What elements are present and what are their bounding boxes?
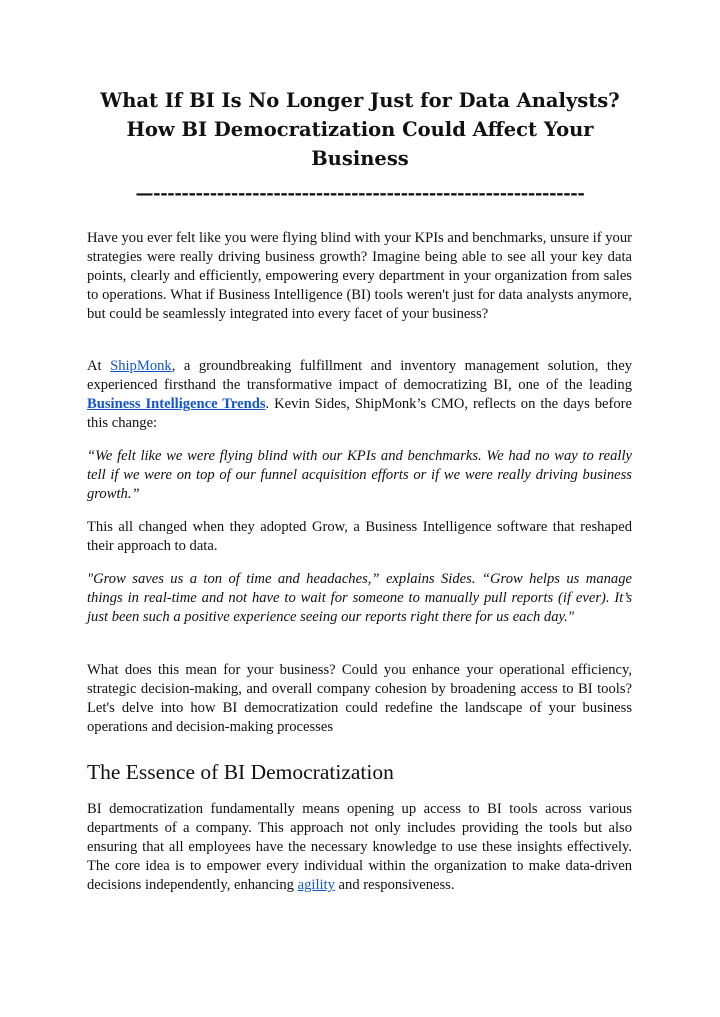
- title-divider: —-------------------------------------------------------------: [135, 183, 585, 204]
- shipmonk-text-2: , a groundbreaking fulfillment and inventory management solution, they experienced firsthand the transformative impact of democratizing BI, one of the leading: [87, 358, 632, 393]
- bi-trends-link[interactable]: Business Intelligence Trends: [87, 396, 266, 412]
- grow-paragraph: This all changed when they adopted Grow, a Business Intelligence software that reshaped their approach to data.: [87, 519, 632, 554]
- question-paragraph: What does this mean for your business? Could you enhance your operational efficiency, strategic decision-making, and overall company cohesion by broadening access to BI tools? Let's delve into how BI democratization could redefine the landscape of your business operations and decision-making processes: [87, 662, 632, 735]
- kevin-quote: “We felt like we were flying blind with our KPIs and benchmarks. We had no way to really tell if we were on top of our funnel acquisition efforts or if we were really driving business growth.”: [87, 448, 632, 502]
- shipmonk-text-1: At: [87, 358, 111, 374]
- sides-quote: "Grow saves us a ton of time and headaches,” explains Sides. “Grow helps us manage things in real-time and not have to wait for someone to manually pull reports (if ever). It’s just been such a positive experience seeing our reports right there for us each day.": [87, 571, 632, 625]
- essence-text-2: and responsiveness.: [334, 877, 455, 893]
- shipmonk-paragraph: [87, 357, 632, 433]
- essence-text-1: BI democratization fundamentally means opening up access to BI tools across various departments of a company. This approach not only includes providing the tools but also ensuring that all employees have the necessary knowledge to use these insights effectively. The core idea is to empower every individual within the organization to make data-driven decisions independently, enhancing: [87, 801, 632, 893]
- title-line-1: What If BI Is No Longer Just for Data Analysts?: [100, 89, 620, 112]
- shipmonk-link[interactable]: ShipMonk: [110, 358, 172, 374]
- title-line-3: Business: [311, 147, 409, 170]
- agility-link[interactable]: agility: [297, 877, 335, 893]
- section-heading: The Essence of BI Democratization: [87, 760, 394, 784]
- title-line-2: How BI Democratization Could Affect Your: [126, 118, 594, 141]
- shipmonk-text-3: . Kevin Sides, ShipMonk’s CMO, reflects on the days before this change:: [87, 396, 632, 431]
- document-title: [60, 86, 660, 173]
- intro-paragraph: Have you ever felt like you were flying blind with your KPIs and benchmarks, unsure if your strategies were really driving business growth? Imagine being able to see all your key data points, clearly and efficiently, empowering every department in your organization from sales to operations. What if Business Intelligence (BI) tools weren't just for data analysts anymore, but could be seamlessly integrated into every facet of your business?: [87, 230, 632, 322]
- essence-paragraph: [87, 800, 632, 895]
